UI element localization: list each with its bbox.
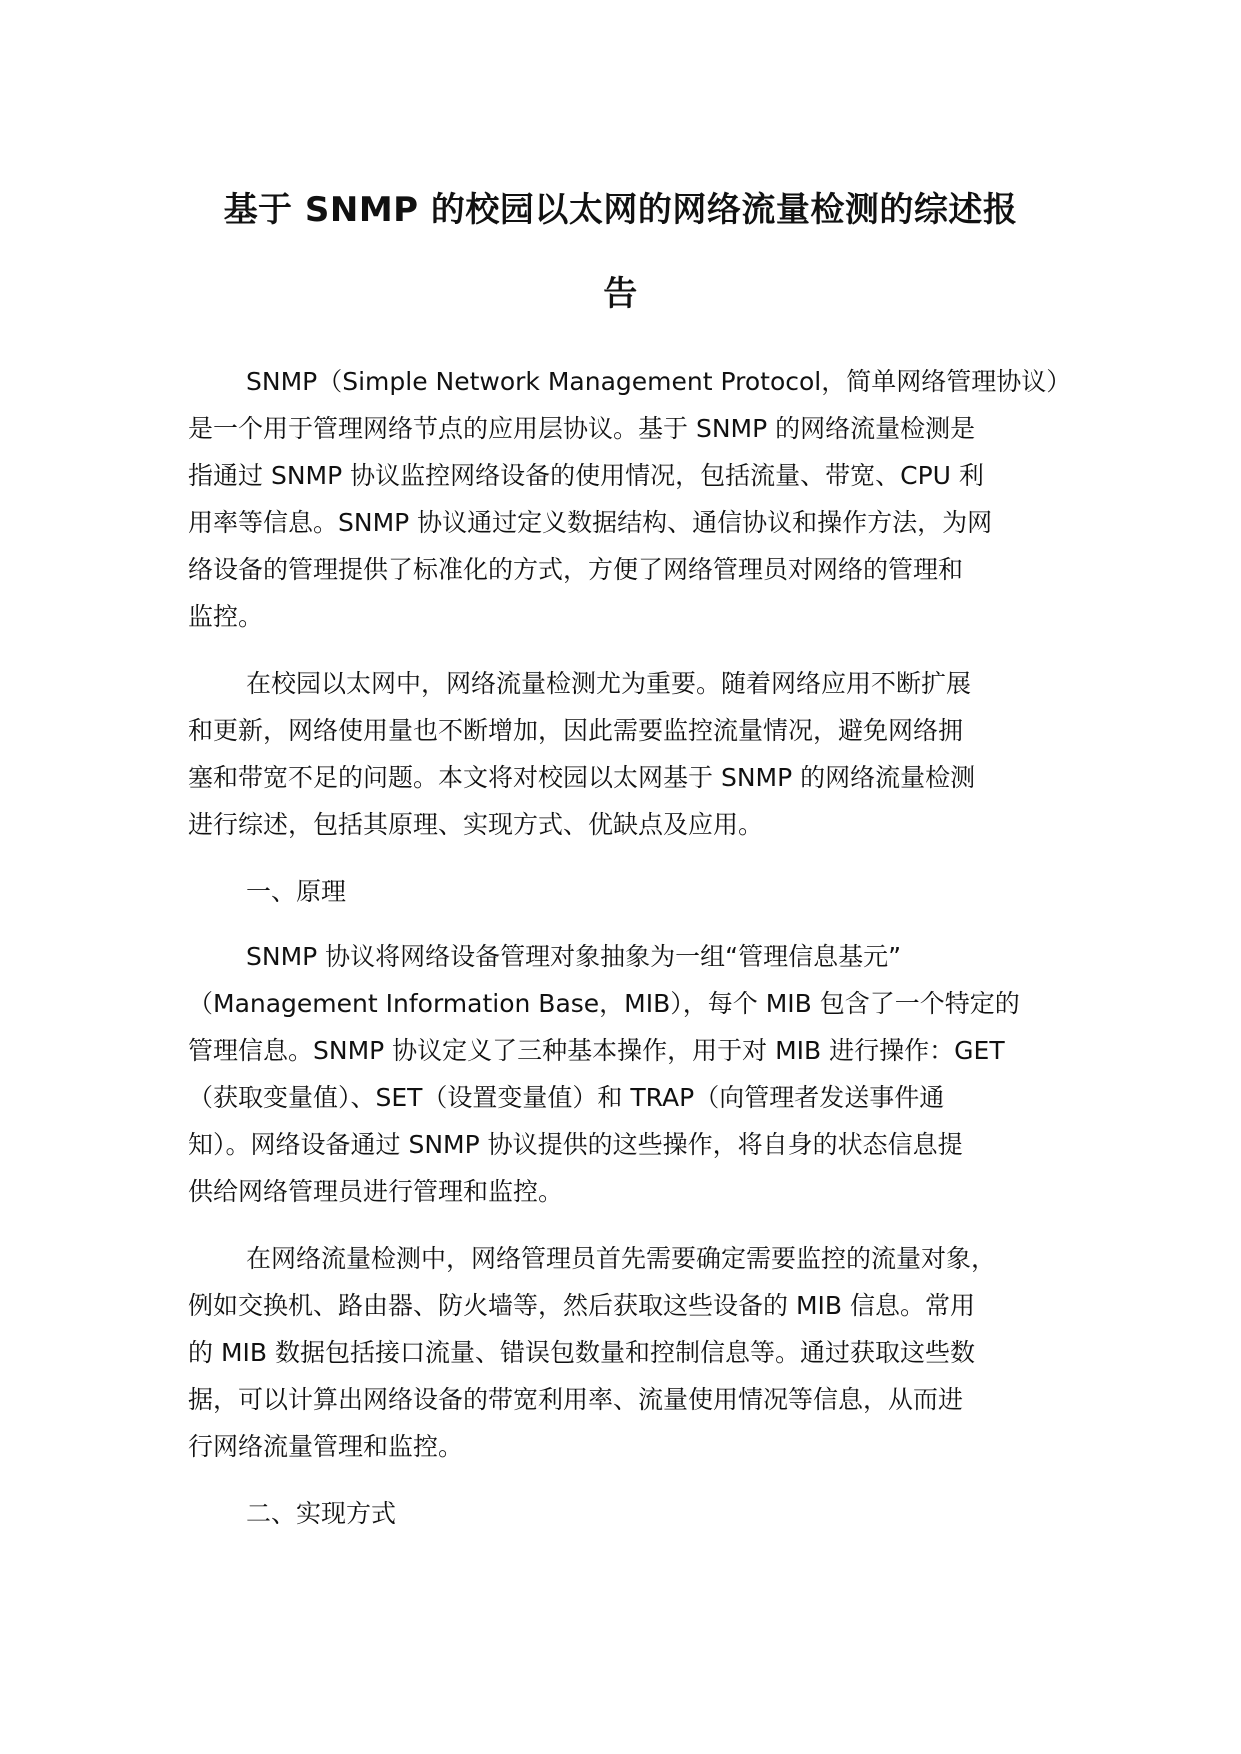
text-line: 是一个用于管理网络节点的应用层协议。基于 SNMP 的网络流量检测是 <box>188 414 976 443</box>
text-line: 管理信息。SNMP 协议定义了三种基本操作，用于对 MIB 进行操作：GET <box>188 1036 1005 1065</box>
text-line: 络设备的管理提供了标准化的方式，方便了网络管理员对网络的管理和 <box>188 555 964 584</box>
text-line: 监控。 <box>188 602 264 631</box>
text-line: SNMP 协议将网络设备管理对象抽象为一组“管理信息基元” <box>246 942 902 971</box>
text-line: 进行综述，包括其原理、实现方式、优缺点及应用。 <box>188 810 764 839</box>
document-title <box>188 0 1053 336</box>
text-line: 供给网络管理员进行管理和监控。 <box>188 1177 564 1206</box>
text-line: SNMP（Simple Network Management Protocol，简单网络管理协议） <box>246 367 1072 396</box>
text-line: 在校园以太网中，网络流量检测尤为重要。随着网络应用不断扩展 <box>246 669 972 698</box>
title-line-2: 告 <box>603 274 638 314</box>
text-line: （Management Information Base，MIB），每个 MIB 包含了一个特定的 <box>188 989 1020 1018</box>
paragraph-intro <box>188 358 1072 640</box>
title-line-1: 基于 SNMP 的校园以太网的网络流量检测的综述报 <box>223 190 1018 230</box>
paragraph-campus <box>188 660 1053 848</box>
section-heading-principle: 一、原理 <box>246 877 347 906</box>
document-body <box>188 358 1072 1537</box>
text-line: 在网络流量检测中，网络管理员首先需要确定需要监控的流量对象， <box>246 1244 997 1273</box>
text-line: 的 MIB 数据包括接口流量、错误包数量和控制信息等。通过获取这些数 <box>188 1338 975 1367</box>
text-line: 据，可以计算出网络设备的带宽利用率、流量使用情况等信息，从而进 <box>188 1385 964 1414</box>
paragraph-monitoring <box>188 1235 1053 1470</box>
text-line: 例如交换机、路由器、防火墙等，然后获取这些设备的 MIB 信息。常用 <box>188 1291 975 1320</box>
text-line: 知）。网络设备通过 SNMP 协议提供的这些操作，将自身的状态信息提 <box>188 1130 963 1159</box>
text-line: 行网络流量管理和监控。 <box>188 1432 464 1461</box>
section-heading-implementation: 二、实现方式 <box>246 1499 397 1528</box>
text-line: 和更新，网络使用量也不断增加，因此需要监控流量情况，避免网络拥 <box>188 716 964 745</box>
text-line: 用率等信息。SNMP 协议通过定义数据结构、通信协议和操作方法，为网 <box>188 508 993 537</box>
text-line: 指通过 SNMP 协议监控网络设备的使用情况，包括流量、带宽、CPU 利 <box>188 461 984 490</box>
text-line: 塞和带宽不足的问题。本文将对校园以太网基于 SNMP 的网络流量检测 <box>188 763 976 792</box>
paragraph-mib <box>188 933 1053 1215</box>
text-line: （获取变量值）、SET（设置变量值）和 TRAP（向管理者发送事件通 <box>188 1083 945 1112</box>
